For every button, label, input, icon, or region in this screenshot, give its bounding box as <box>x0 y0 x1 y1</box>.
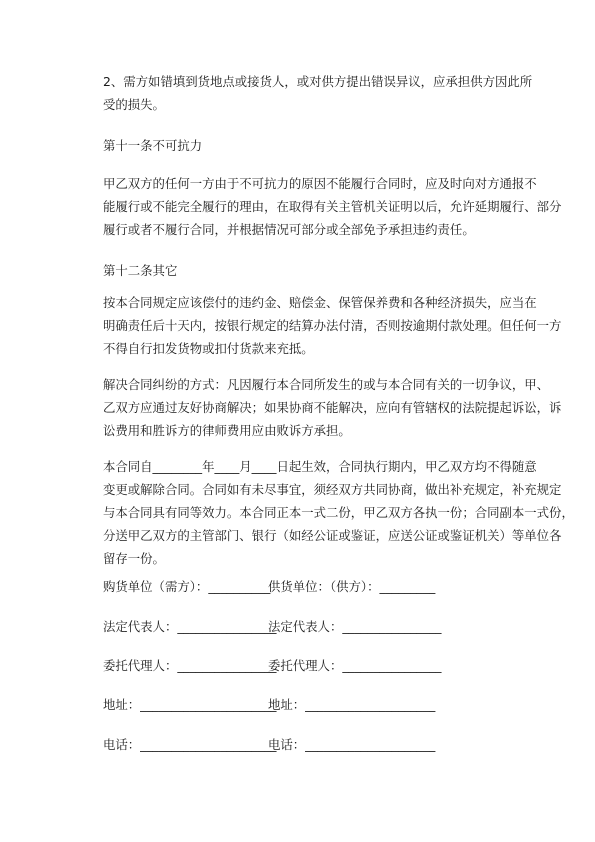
text-line: 明确责任后十天内，按银行规定的结算办法付清，否则按逾期付款处理。但任何一方 <box>103 318 562 333</box>
buyer-address-field: 地址：______________________ <box>103 697 277 712</box>
text-line: 能履行或不能完全履行的理由，在取得有关主管机关证明以后，允许延期履行、部分 <box>103 199 562 214</box>
text-line: 乙双方应通过友好协商解决；如果协商不能解决，应向有管辖权的法院提起诉讼，诉 <box>103 400 562 415</box>
text-line: 分送甲乙双方的主管部门、银行（如经公证或鉴证，应送公证或鉴证机关）等单位各 <box>103 528 562 543</box>
text-line: 履行或者不履行合同，并根据情况可部分或全部免予承担违约责任。 <box>103 222 475 237</box>
text-line: 解决合同纠纷的方式：凡因履行本合同所发生的或与本合同有关的一切争议，甲、 <box>103 377 550 392</box>
text-line: 讼费用和胜诉方的律师费用应由败诉方承担。 <box>103 423 351 438</box>
paragraph-penalties <box>79 291 562 360</box>
text-line: 甲乙双方的任何一方由于不可抗力的原因不能履行合同时，应及时向对方通报不 <box>103 176 537 191</box>
buyer-unit-field: 购货单位（需方）：__________ <box>103 579 271 594</box>
text-line: 受的损失。 <box>103 97 165 112</box>
text-line: 本合同自________年____月____日起生效，合同执行期内，甲乙双方均不得随意 <box>103 459 537 474</box>
text-line: 留存一份。 <box>103 551 165 566</box>
supplier-agent-field: 委托代理人：________________ <box>268 658 442 673</box>
text-line: 与本合同具有同等效力。本合同正本一式二份，甲乙双方各执一份；合同副本一式份， <box>103 505 574 520</box>
supplier-legal-rep-field: 法定代表人：________________ <box>268 619 442 634</box>
supplier-phone-field: 电话：_____________________ <box>268 737 436 752</box>
supplier-unit-field: 供货单位：（供方）：_________ <box>268 579 436 594</box>
section-heading-other: 第十二条其它 <box>103 263 178 278</box>
buyer-agent-field: 委托代理人：________________ <box>103 658 277 673</box>
paragraph-force-majeure <box>79 172 562 241</box>
paragraph-wrong-address <box>79 70 533 116</box>
section-heading-force-majeure: 第十一条不可抗力 <box>103 138 203 153</box>
paragraph-dispute-resolution <box>79 373 562 442</box>
text-line: 按本合同规定应该偿付的违约金、赔偿金、保管保养费和各种经济损失，应当在 <box>103 295 537 310</box>
supplier-address-field: 地址：_____________________ <box>268 697 436 712</box>
paragraph-effective-date <box>79 455 574 570</box>
text-line: 不得自行扣发货物或扣付货款来充抵。 <box>103 341 314 356</box>
text-line: 2、需方如错填到货地点或接货人，或对供方提出错误异议，应承担供方因此所 <box>103 74 533 89</box>
buyer-legal-rep-field: 法定代表人：________________ <box>103 619 277 634</box>
text-line: 变更或解除合同。合同如有未尽事宜，须经双方共同协商，做出补充规定，补充规定 <box>103 482 562 497</box>
buyer-phone-field: 电话：______________________ <box>103 737 277 752</box>
